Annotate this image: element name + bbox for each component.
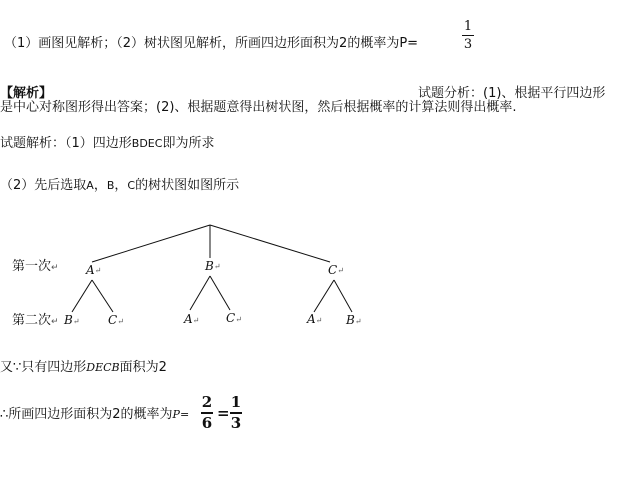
analysis-heading: 【解析】 [0,86,53,101]
tree-node-l2-a-c: C↵ [108,313,124,327]
solution-part1-suffix: 即为所求 [162,136,215,151]
conclusion-fraction-1 [201,395,213,431]
tree-edge-c-a [314,280,334,312]
tree-node-l2-b-a: A↵ [184,312,200,326]
return-mark-icon: ↵ [94,266,102,275]
tree-edge-b-c [210,276,230,310]
tree-node-l2-c-b: B↵ [346,313,362,327]
tree-node-l1-a: A↵ [86,263,102,277]
tree-node-l1-b: B↵ [205,259,221,273]
return-mark-icon: ↵ [337,266,344,275]
tree-node-l1-c: C↵ [328,263,344,277]
return-mark-icon: ↵ [235,315,242,324]
return-mark-icon: ↵ [51,317,59,327]
tree-node-l2-b-c: C↵ [226,311,242,325]
tree-edge-b-a [190,276,210,310]
conclusion-line1-prefix: 又∵只有四边形 [0,360,87,375]
tree-label-first-text: 第一次 [12,259,52,274]
tree-edge-root-a [92,225,210,262]
answer-fraction-numerator: 1 [463,19,473,34]
return-mark-icon: ↵ [213,262,221,271]
solution-part2-prefix: （2）先后选取 [0,178,87,193]
tree-label-second-text: 第二次 [12,313,52,328]
tree-edge-a-b [72,280,92,312]
solution-part2-suffix: 的树状图如图所示 [135,178,240,193]
tree-edge-c-b [334,280,352,312]
conclusion-line2 [0,407,189,423]
tree-label-second [12,313,59,329]
conclusion-fraction-1-denominator: 6 [201,414,213,432]
solution-part2-c: C [127,179,136,192]
return-mark-icon: ↵ [51,263,59,273]
solution-part1-shape: BDEC [131,137,163,150]
tree-node-l2-c-a: A↵ [307,312,323,326]
solution-part2-sep1: ， [93,178,107,193]
answer-text: （1）画图见解析；（2）树状图见解析，所画四边形面积为2的概率为P= [4,36,419,51]
conclusion-line1-shape: DECB [86,361,120,374]
return-mark-icon: ↵ [72,317,80,326]
conclusion-fraction-2 [230,395,242,431]
answer-fraction-denominator: 3 [463,37,473,52]
return-mark-icon: ↵ [192,316,200,325]
solution-part2-b: B [106,179,115,192]
return-mark-icon: ↵ [354,317,362,326]
solution-part1-prefix: 试题解析：（1）四边形 [0,136,132,151]
solution-part2-sep2: ， [114,178,128,193]
conclusion-fraction-2-numerator: 1 [230,393,242,411]
conclusion-line1 [0,360,167,376]
conclusion-equals: = [217,404,230,422]
conclusion-fraction-1-numerator: 2 [201,393,213,411]
tree-edge-root-c [210,225,330,262]
return-mark-icon: ↵ [315,316,323,325]
solution-part2-a: A [86,179,94,192]
analysis-right-text: 试题分析：(1)、根据平行四边形 [418,86,606,101]
analysis-line2: 是中心对称图形得出答案；(2)、根据题意得出树状图，然后根据概率的计算法则得出概率. [0,100,517,115]
conclusion-line2-prefix: ∴所画四边形面积为2的概率为 [0,407,173,422]
conclusion-line1-suffix: 面积为2 [119,360,167,375]
tree-node-l2-a-b: B↵ [64,313,80,327]
tree-label-first [12,259,59,275]
conclusion-fraction-2-denominator: 3 [230,414,242,432]
return-mark-icon: ↵ [117,317,124,326]
tree-edge-a-c [92,280,113,312]
conclusion-p-label: P= [172,408,190,421]
